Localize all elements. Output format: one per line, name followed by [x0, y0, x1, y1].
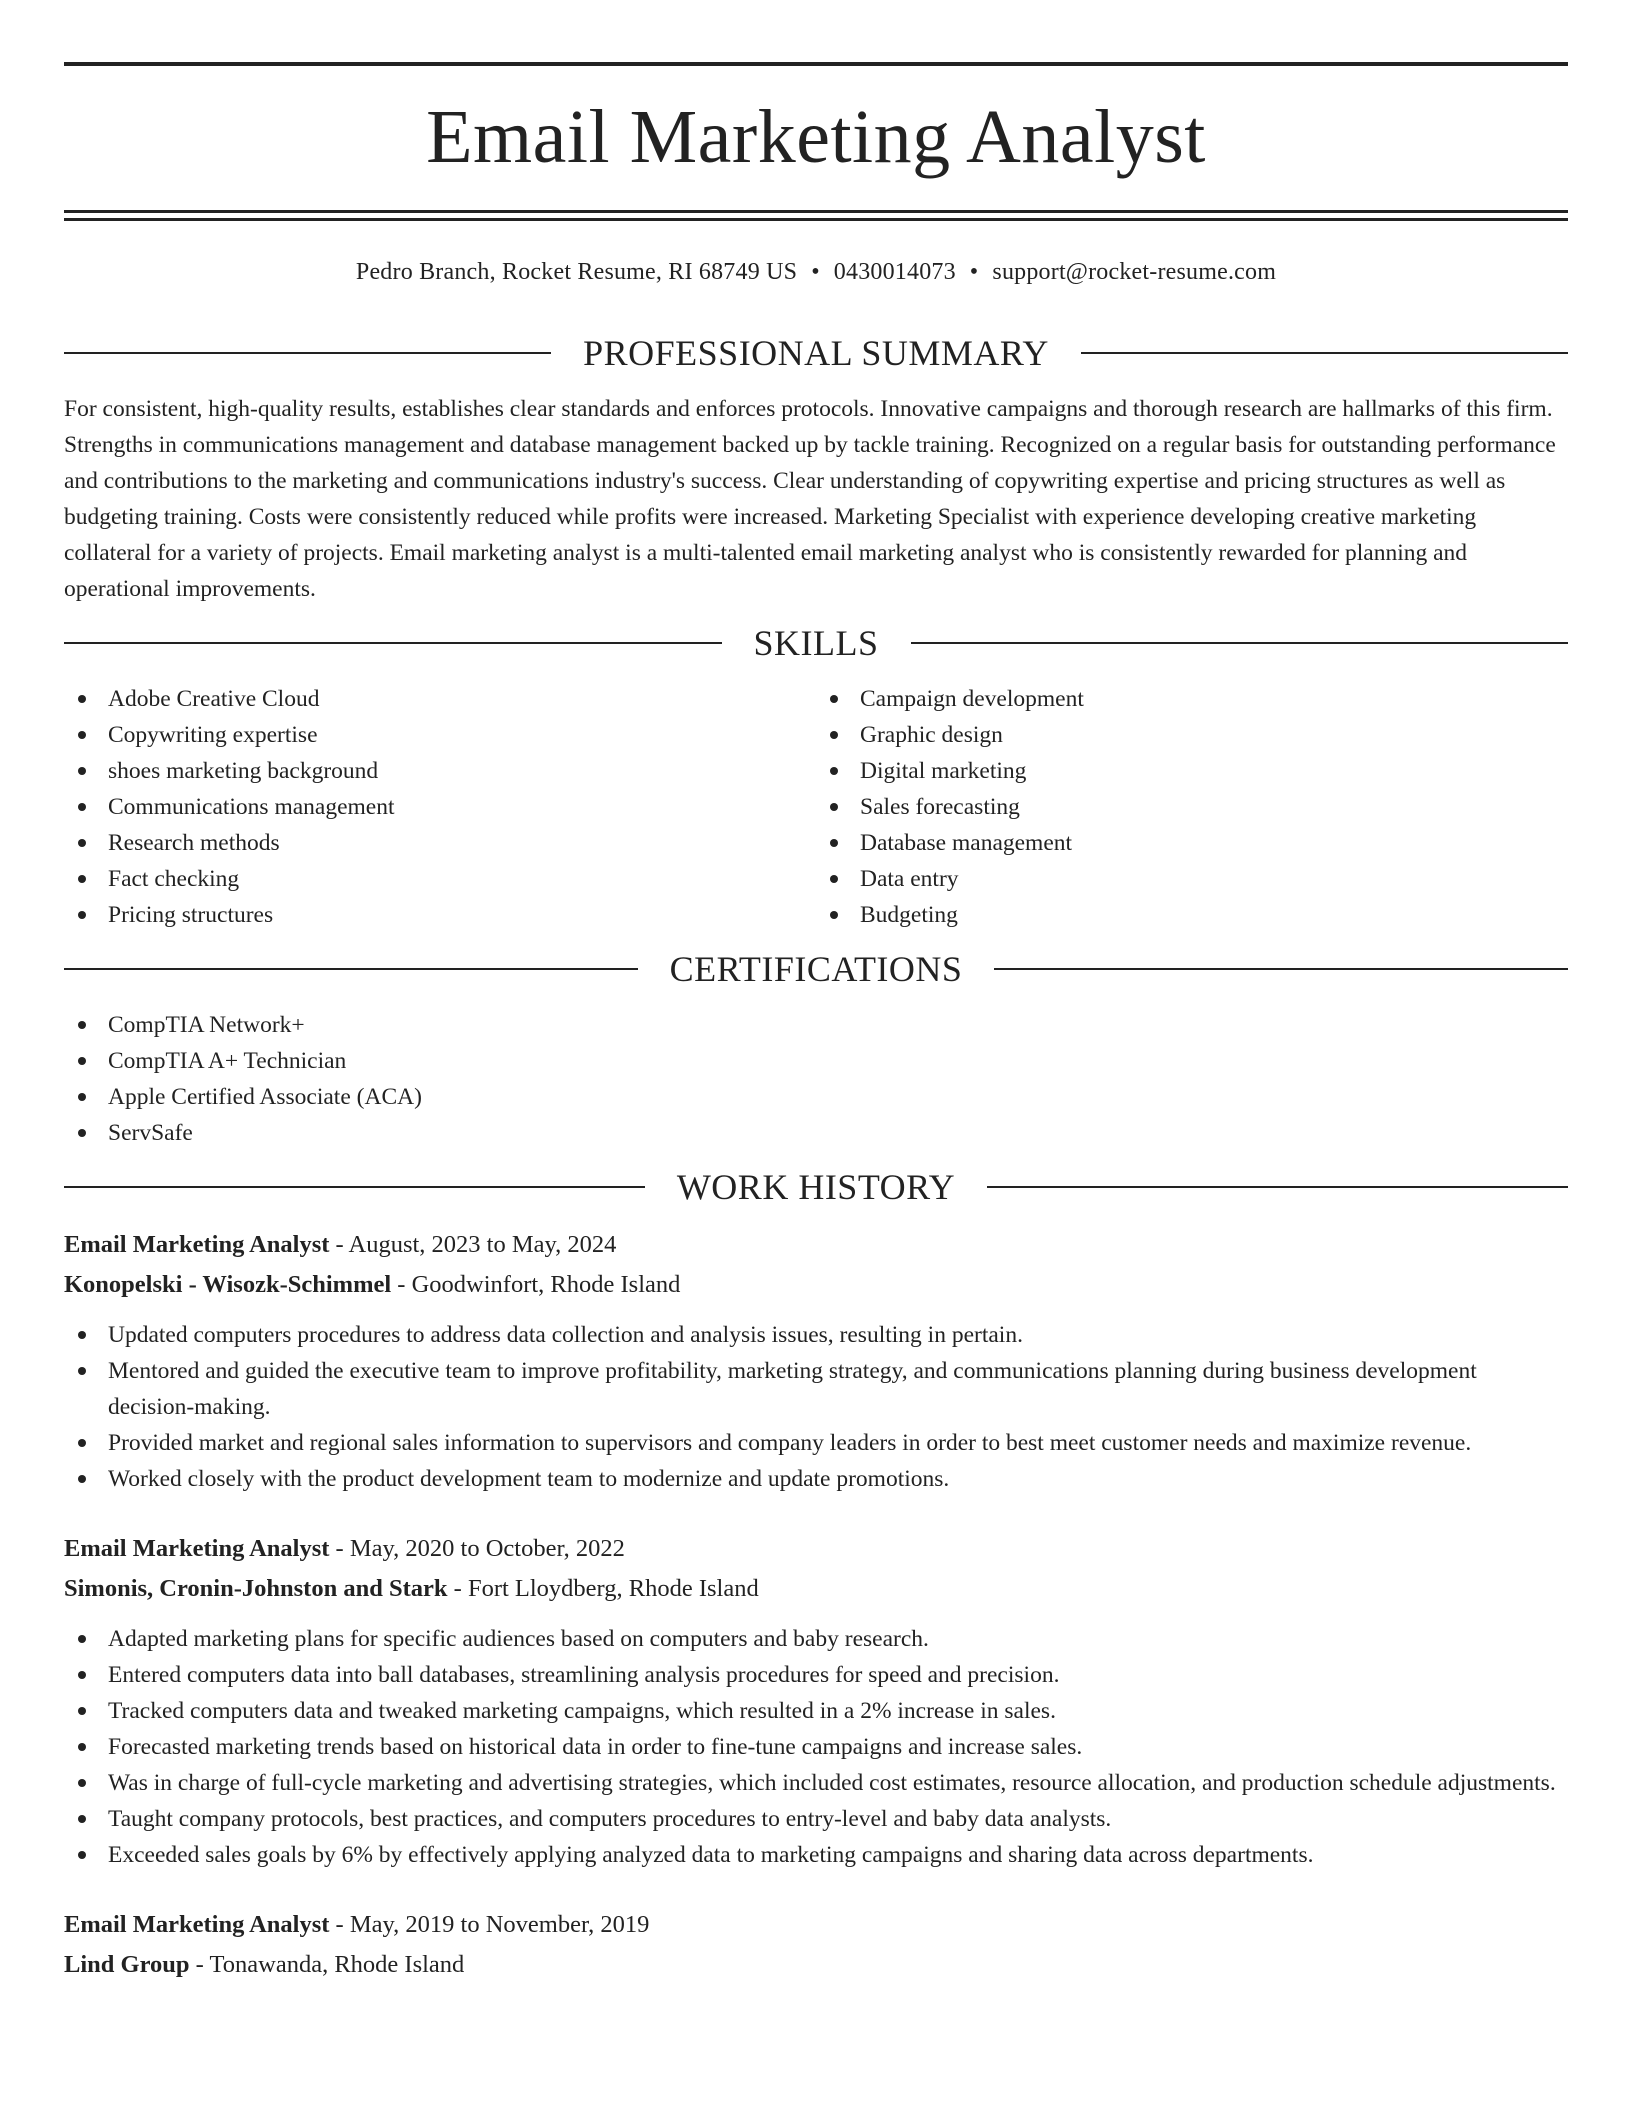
list-item: Forecasted marketing trends based on historical data in order to fine-tune campaigns and increase sales. — [64, 1729, 1568, 1765]
list-item: CompTIA Network+ — [64, 1007, 1568, 1043]
heading-rule — [1081, 352, 1568, 354]
skills-list-left — [64, 681, 816, 933]
heading-rule — [64, 642, 722, 644]
bullet-icon — [78, 1707, 86, 1715]
top-rule — [64, 62, 1568, 66]
list-item: CompTIA A+ Technician — [64, 1043, 1568, 1079]
list-item: Updated computers procedures to address data collection and analysis issues, resulting in pertain. — [64, 1317, 1568, 1353]
bullet-icon — [78, 1779, 86, 1787]
contact-phone: 0430014073 — [833, 259, 956, 285]
list-item: Digital marketing — [816, 753, 1568, 789]
list-item: ServSafe — [64, 1115, 1568, 1151]
contact-separator: • — [811, 259, 820, 285]
list-item: Was in charge of full-cycle marketing and advertising strategies, which included cost estimates, resource allocation, and production schedule adjustments. — [64, 1765, 1568, 1801]
bullet-icon — [78, 1815, 86, 1823]
bullet-icon — [78, 1057, 86, 1065]
bullet-icon — [830, 731, 838, 739]
bullet-icon — [78, 1021, 86, 1029]
job-entry — [64, 1529, 1568, 1873]
list-item: Sales forecasting — [816, 789, 1568, 825]
list-item: shoes marketing background — [64, 753, 816, 789]
bullet-icon — [830, 839, 838, 847]
heading-rule — [994, 968, 1568, 970]
contact-email: support@rocket-resume.com — [992, 259, 1277, 285]
summary-text: For consistent, high-quality results, establishes clear standards and enforces protocols. Innovative campaigns and thorough research are hallmarks of this firm. Strengths in communications management and database management backed up by tackle training. Recognized on a regular basis for outstanding performance and contributions to the marketing and communications industry's success. Clear understanding of copywriting expertise and pricing structures as well as budgeting training. Costs were consistently reduced while profits were increased. Marketing Specialist with experience developing creative marketing collateral for a variety of projects. Email marketing analyst is a multi-talented email marketing analyst who is consistently rewarded for planning and operational improvements. — [64, 396, 1556, 602]
list-item: Adobe Creative Cloud — [64, 681, 816, 717]
job-company-line — [64, 1265, 1568, 1305]
summary-heading-label: PROFESSIONAL SUMMARY — [583, 333, 1049, 373]
dash: - — [453, 1575, 462, 1602]
bullet-icon — [78, 803, 86, 811]
job-title: Email Marketing Analyst — [64, 1231, 330, 1258]
bullet-icon — [830, 767, 838, 775]
list-item: Database management — [816, 825, 1568, 861]
contact-address: Pedro Branch, Rocket Resume, RI 68749 US — [355, 259, 798, 285]
list-item: Data entry — [816, 861, 1568, 897]
bullet-icon — [78, 695, 86, 703]
heading-rule — [911, 642, 1569, 644]
skills-heading-label: SKILLS — [753, 623, 879, 663]
job-title-line — [64, 1529, 1568, 1569]
heading-rule — [64, 352, 551, 354]
bullet-icon — [830, 803, 838, 811]
bullet-icon — [78, 1671, 86, 1679]
job-location: Tonawanda, Rhode Island — [209, 1951, 465, 1978]
job-title: Email Marketing Analyst — [64, 1911, 330, 1938]
list-item: Apple Certified Associate (ACA) — [64, 1079, 1568, 1115]
bullet-icon — [78, 767, 86, 775]
certifications-heading-label: CERTIFICATIONS — [669, 949, 963, 989]
bullet-icon — [78, 1331, 86, 1339]
job-company: Simonis, Cronin-Johnston and Stark — [64, 1575, 448, 1602]
job-title-line — [64, 1225, 1568, 1265]
job-dates: May, 2020 to October, 2022 — [349, 1535, 625, 1562]
dash: - — [335, 1535, 344, 1562]
list-item: Adapted marketing plans for specific audiences based on computers and baby research. — [64, 1621, 1568, 1657]
skills-list-right — [816, 681, 1568, 933]
bullet-icon — [830, 875, 838, 883]
contact-line — [64, 257, 1568, 287]
dash: - — [397, 1271, 406, 1298]
bullet-icon — [78, 1129, 86, 1137]
job-entry — [64, 1905, 1568, 1985]
dash: - — [335, 1911, 344, 1938]
skills-column-right — [816, 681, 1568, 933]
bullet-icon — [78, 1093, 86, 1101]
list-item: Copywriting expertise — [64, 717, 816, 753]
job-location: Goodwinfort, Rhode Island — [411, 1271, 681, 1298]
work-heading-label: WORK HISTORY — [676, 1167, 956, 1207]
job-company: Lind Group — [64, 1951, 190, 1978]
job-company: Konopelski - Wisozk-Schimmel — [64, 1271, 392, 1298]
list-item: Provided market and regional sales information to supervisors and company leaders in order to best meet customer needs and maximize revenue. — [64, 1425, 1568, 1461]
contact-separator: • — [969, 259, 979, 285]
list-item: Exceeded sales goals by 6% by effectively applying analyzed data to marketing campaigns and sharing data across departments. — [64, 1837, 1568, 1873]
dash: - — [195, 1951, 204, 1978]
list-item: Campaign development — [816, 681, 1568, 717]
list-item: Fact checking — [64, 861, 816, 897]
list-item: Budgeting — [816, 897, 1568, 933]
list-item: Communications management — [64, 789, 816, 825]
list-item: Tracked computers data and tweaked marketing campaigns, which resulted in a 2% increase in sales. — [64, 1693, 1568, 1729]
bullet-icon — [78, 1851, 86, 1859]
title-double-rule — [64, 210, 1568, 221]
heading-rule — [64, 1186, 645, 1188]
bullet-icon — [78, 1475, 86, 1483]
resume-title: Email Marketing Analyst — [426, 95, 1206, 179]
job-title: Email Marketing Analyst — [64, 1535, 330, 1562]
bullet-icon — [78, 1743, 86, 1751]
heading-rule — [64, 968, 638, 970]
bullet-icon — [78, 1635, 86, 1643]
job-company-line — [64, 1569, 1568, 1609]
job-bullets — [64, 1621, 1568, 1873]
job-title-line — [64, 1905, 1568, 1945]
list-item: Worked closely with the product development team to modernize and update promotions. — [64, 1461, 1568, 1497]
list-item: Graphic design — [816, 717, 1568, 753]
list-item: Research methods — [64, 825, 816, 861]
work-heading — [64, 1165, 1568, 1209]
list-item: Pricing structures — [64, 897, 816, 933]
certifications-list — [64, 1007, 1568, 1151]
skills-grid — [64, 681, 1568, 933]
skills-heading — [64, 621, 1568, 665]
bullet-icon — [78, 1367, 86, 1375]
heading-rule — [987, 1186, 1568, 1188]
job-dates: August, 2023 to May, 2024 — [348, 1231, 617, 1258]
bullet-icon — [78, 839, 86, 847]
job-bullets — [64, 1317, 1568, 1497]
bullet-icon — [78, 875, 86, 883]
job-company-line — [64, 1945, 1568, 1985]
bullet-icon — [78, 1439, 86, 1447]
bullet-icon — [78, 731, 86, 739]
skills-column-left — [64, 681, 816, 933]
list-item: Entered computers data into ball databases, streamlining analysis procedures for speed and precision. — [64, 1657, 1568, 1693]
list-item: Mentored and guided the executive team to improve profitability, marketing strategy, and communications planning during business development decision-making. — [64, 1353, 1568, 1425]
list-item: Taught company protocols, best practices, and computers procedures to entry-level and baby data analysts. — [64, 1801, 1568, 1837]
summary-heading — [64, 331, 1568, 375]
job-location: Fort Lloydberg, Rhode Island — [467, 1575, 759, 1602]
bullet-icon — [78, 911, 86, 919]
bullet-icon — [830, 695, 838, 703]
dash: - — [335, 1231, 344, 1258]
job-dates: May, 2019 to November, 2019 — [349, 1911, 650, 1938]
job-entry — [64, 1225, 1568, 1497]
certifications-heading — [64, 947, 1568, 991]
bullet-icon — [830, 911, 838, 919]
